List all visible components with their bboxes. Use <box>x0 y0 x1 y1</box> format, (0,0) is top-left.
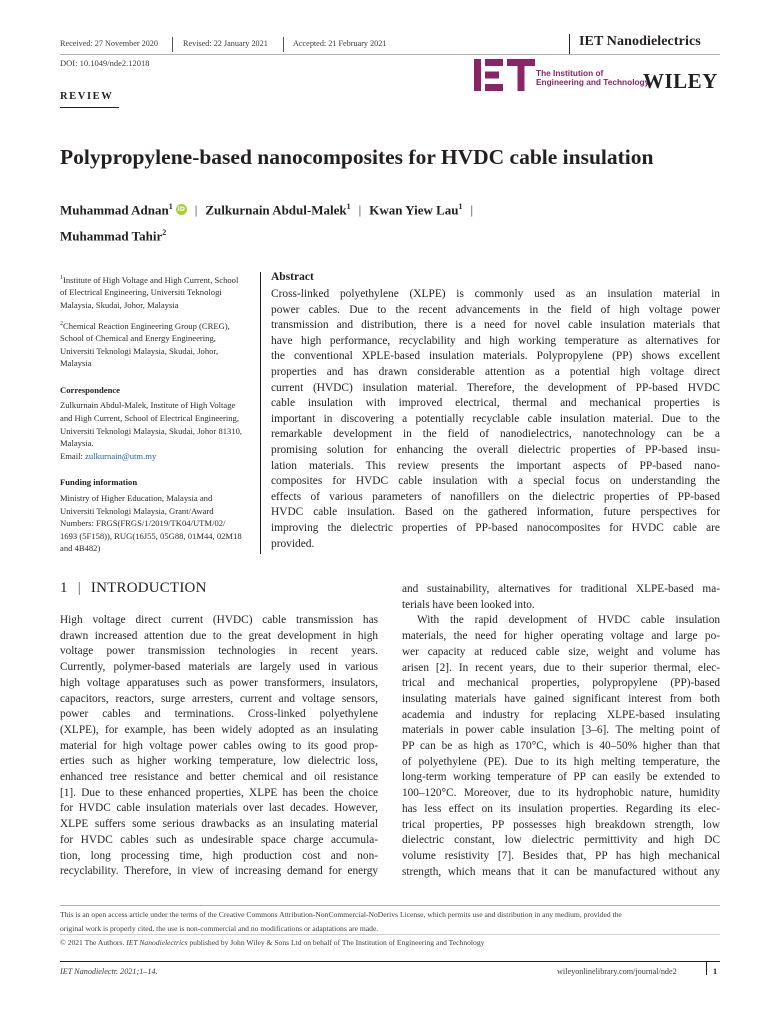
body-line: for HVDC cable insulation materials over last decades. However, <box>60 802 378 815</box>
abstract-line: cable insulation with improved electrical, thermal and mechanical properties is <box>271 397 720 410</box>
abstract-line: important in discovering a potentially recyclable cable insulation material. Due to the <box>271 412 720 425</box>
abstract-line: power cables. Due to the recent advancements in the field of high voltage power <box>271 303 720 316</box>
body-line: trical properties, PP possesses high breakdown strength, low <box>402 818 720 831</box>
correspondence-line: Zulkurnain Abdul-Malek, Institute of High Voltage <box>60 400 236 411</box>
license-line: This is an open access article under the terms of the Creative Commons Attribution-NonCommercial-NoDerivs License, which permits use and distribution in any medium, provided the <box>60 910 622 919</box>
page-footer-divider <box>706 962 707 975</box>
page-footer-rule <box>60 961 720 962</box>
article-title: Polypropylene-based nanocomposites for HVDC cable insulation <box>60 145 654 169</box>
body-line: materials in power cable insulation [3–6]. The melting point of <box>402 724 720 737</box>
abstract-line: current (HVDC) insulation material. Therefore, the development of PP-based HVDC <box>271 381 720 394</box>
body-line: has less effect on its insulation properties. Regarding its elec- <box>402 802 720 815</box>
correspondence-line: Malaysia. <box>60 438 94 449</box>
intro-left-column <box>60 613 378 880</box>
author-separator: | <box>470 202 474 218</box>
body-line: XLPE suffers some serious drawbacks as an insulating material <box>60 818 378 831</box>
copyright-line <box>60 936 720 950</box>
license-footnote <box>60 908 720 935</box>
body-line: voltage power transmission technologies in recent years. <box>60 645 378 658</box>
funding-line: 1693 (5F158)), RUG(16J55, 05G88, 01M44, 02M18 <box>60 530 242 541</box>
abstract-line: HVDC cable insulation. Based on the gathered information, future perspectives for <box>271 506 720 519</box>
body-line: With the rapid development of HVDC cable insulation <box>417 614 720 627</box>
iet-tagline: Engineering and Technology <box>536 77 650 87</box>
abstract-line: effects of various parameters of nanofillers on the dielectric properties of PP-based <box>271 490 720 503</box>
funding-block <box>60 492 260 555</box>
body-line: for HVDC cables such as undesirable space charge accumula- <box>60 833 378 846</box>
abstract-line: provided. <box>271 537 315 550</box>
author-name[interactable]: Muhammad Tahir <box>60 228 163 244</box>
body-line: long-term working temperature of PP can easily be extended to <box>402 771 720 784</box>
footnote-rule <box>60 905 720 906</box>
correspondence-block <box>60 399 260 462</box>
section-heading: 1 | INTRODUCTION <box>60 580 207 596</box>
doi[interactable]: DOI: 10.1049/nde2.12018 <box>60 58 150 68</box>
iet-tagline: The Institution of <box>536 68 604 78</box>
affiliation-1 <box>60 272 260 312</box>
copyright-text: published by John Wiley & Sons Ltd on behalf of The Institution of Engineering and Technology <box>189 938 485 947</box>
body-line: terials have been looked into. <box>402 598 535 611</box>
body-line: of polyethylene (PE). Due to its high melting temperature, the <box>402 755 720 768</box>
author-affiliation: 1 <box>346 202 351 211</box>
body-line: and sustainability, alternatives for traditional XLPE-based ma- <box>402 583 720 595</box>
page-number: 1 <box>713 967 718 976</box>
received-date: Received: 27 November 2020 <box>60 39 158 48</box>
body-line: trical and mechanical properties, polypropylene (PP)-based <box>402 677 720 690</box>
iet-logo-mark <box>474 59 536 91</box>
iet-logo <box>474 59 650 93</box>
affiliation-number: 1 <box>60 275 63 281</box>
abstract-line: have high performance, recyclability and high working temperature as alternatives for <box>271 334 720 347</box>
body-line: material for high voltage power cables owing to its good prop- <box>60 739 378 752</box>
body-line: dielectric constant, low dielectric permittivity and high DC <box>402 834 720 847</box>
header-rule <box>60 54 720 55</box>
abstract-heading: Abstract <box>271 271 314 283</box>
journal-url[interactable]: wileyonlinelibrary.com/journal/nde2 <box>557 967 677 976</box>
body-line: drawn increased attention due to the great development in high <box>60 629 378 642</box>
affiliation-line: Malaysia <box>60 358 92 369</box>
abstract-line: remarkable development in the field of nanodielectrics, nanotechnology can be a <box>271 428 720 441</box>
article-type-rule <box>60 107 119 108</box>
footnote-rule <box>60 934 720 935</box>
correspondence-line: Universiti Teknologi Malaysia, Skudai, Johor 81310, <box>60 425 243 436</box>
body-line: [1]. Due to these enhanced properties, XLPE has been the choice <box>60 786 378 799</box>
license-line: original work is properly cited, the use is non-commercial and no modifications or adaptations are made. <box>60 923 379 933</box>
body-line: 100–120°C. Moreover, due to its hydrophobic nature, humidity <box>402 787 720 800</box>
body-line: Currently, polymer-based materials are largely used in various <box>60 661 378 674</box>
journal-name: IET Nanodielectrics <box>579 34 701 49</box>
accepted-date: Accepted: 21 February 2021 <box>293 39 387 48</box>
funding-heading: Funding information <box>60 477 138 488</box>
affiliation-number: 2 <box>60 320 63 327</box>
email-link[interactable]: zulkurnain@utm.my <box>85 450 157 461</box>
body-line: high voltage apparatuses such as power transformers, insulators, <box>60 676 378 689</box>
body-line: erties such as higher working temperature, low dielectric loss, <box>60 755 378 768</box>
abstract-line: transmission and distribution, there is a need for novel cable insulation materials that <box>271 319 720 332</box>
author-name[interactable]: Kwan Yiew Lau <box>369 202 459 218</box>
orcid-icon[interactable]: iD <box>177 205 186 214</box>
body-line: tion, long processing time, high production cost and non- <box>60 849 378 862</box>
copyright-journal: IET Nanodielectrics <box>126 938 188 947</box>
affiliation-line: Universiti Teknologi Malaysia, Skudai, Johor, <box>60 345 219 356</box>
affiliation-line: Chemical Reaction Engineering Group (CREG), <box>63 320 230 331</box>
abstract-rule <box>260 272 261 554</box>
header-divider <box>172 37 173 52</box>
body-line: enhanced tree resistance and better chemical and oil resistance <box>60 771 378 784</box>
author-separator: | <box>194 202 198 218</box>
body-line: PP can be as high as 170°C, which is 40–50% higher than that <box>402 740 720 753</box>
article-type: REVIEW <box>60 91 114 102</box>
abstract-body <box>271 287 720 552</box>
body-line: High voltage direct current (HVDC) cable transmission has <box>60 614 378 626</box>
body-line: materials, the need for higher operating voltage and large po- <box>402 630 720 643</box>
affiliation-line: Malaysia, Skudai, Johor, Malaysia <box>60 300 179 311</box>
author-separator: | <box>358 202 362 218</box>
abstract-line: properties and has drawn considerable attention as a potential high voltage direct <box>271 365 720 378</box>
journal-citation: IET Nanodielectr. 2021;1–14. <box>60 967 158 976</box>
section-number: 1 <box>60 580 68 596</box>
author-affiliation: 1 <box>168 202 173 211</box>
body-line: wer capacity at reduced cable size, weight and volume has <box>402 645 720 658</box>
abstract-line: Cross-linked polyethylene (XLPE) is commonly used as an insulation material in <box>271 288 720 300</box>
abstract-line: promising solution for enhancing the overall dielectric properties of PP-based insu- <box>271 443 720 456</box>
abstract-line: improving the dielectric properties of PP-based nanocomposites for HVDC cable are <box>271 521 720 534</box>
intro-right-column <box>402 582 720 880</box>
abstract-line: lation materials. This review presents the important aspects of PP-based nano- <box>271 459 720 472</box>
funding-line: Universiti Teknologi Malaysia, Grant/Award <box>60 505 214 516</box>
body-line: volume resistivity [7]. Besides that, PP has high mechanical <box>402 849 720 862</box>
body-line: academia and industry for replacing XLPE-based insulating <box>402 708 720 721</box>
correspondence-line: and High Current, School of Electrical Engineering, <box>60 413 239 424</box>
affiliation-line: Institute of High Voltage and High Current, School <box>63 274 239 285</box>
author-name[interactable]: Zulkurnain Abdul-Malek <box>205 202 347 218</box>
author-affiliation: 1 <box>458 202 463 211</box>
body-line: insulating materials have gained significant interest from both <box>402 692 720 705</box>
body-line: capacitors, reactors, surge arresters, current and voltage sensors, <box>60 692 378 705</box>
copyright-text: © 2021 The Authors. <box>60 938 125 947</box>
funding-line: Ministry of Higher Education, Malaysia and <box>60 493 213 504</box>
correspondence-heading: Correspondence <box>60 384 120 395</box>
section-title: INTRODUCTION <box>90 580 207 596</box>
author-affiliation: 2 <box>162 228 167 238</box>
header-divider <box>569 34 570 54</box>
affiliation-line: of Electrical Engineering, Universiti Teknologi <box>60 287 222 298</box>
wiley-logo: WILEY <box>643 69 718 93</box>
author-name[interactable]: Muhammad Adnan <box>60 202 169 218</box>
body-line: power cables and terminations. Cross-linked polyethylene <box>60 708 378 721</box>
funding-line: and 4B482) <box>60 543 101 554</box>
header-divider <box>283 37 284 52</box>
funding-line: Numbers: FRGS(FRGS/1/2019/TK04/UTM/02/ <box>60 518 226 529</box>
author-list <box>60 195 700 248</box>
body-line: recyclability. Therefore, in view of increasing demand for energy <box>60 865 378 878</box>
email-label: Email: <box>60 450 83 461</box>
body-line: strength, which means that it can be manufactured without any <box>402 865 720 878</box>
abstract-line: composites for HVDC cable insulation with a special focus on understanding the <box>271 475 720 488</box>
sidebar <box>60 272 260 555</box>
revised-date: Revised: 22 January 2021 <box>183 39 268 48</box>
body-line: (XLPE), for example, has been widely adopted as an insulating <box>60 723 378 736</box>
affiliation-line: School of Chemical and Energy Engineering, <box>60 333 216 344</box>
affiliation-2 <box>60 318 260 370</box>
body-line: arisen [2]. In recent years, due to their superior thermal, elec- <box>402 661 720 674</box>
abstract-line: the conventional XPLE-based insulation materials. Polypropylene (PP) shows excellent <box>271 350 720 363</box>
